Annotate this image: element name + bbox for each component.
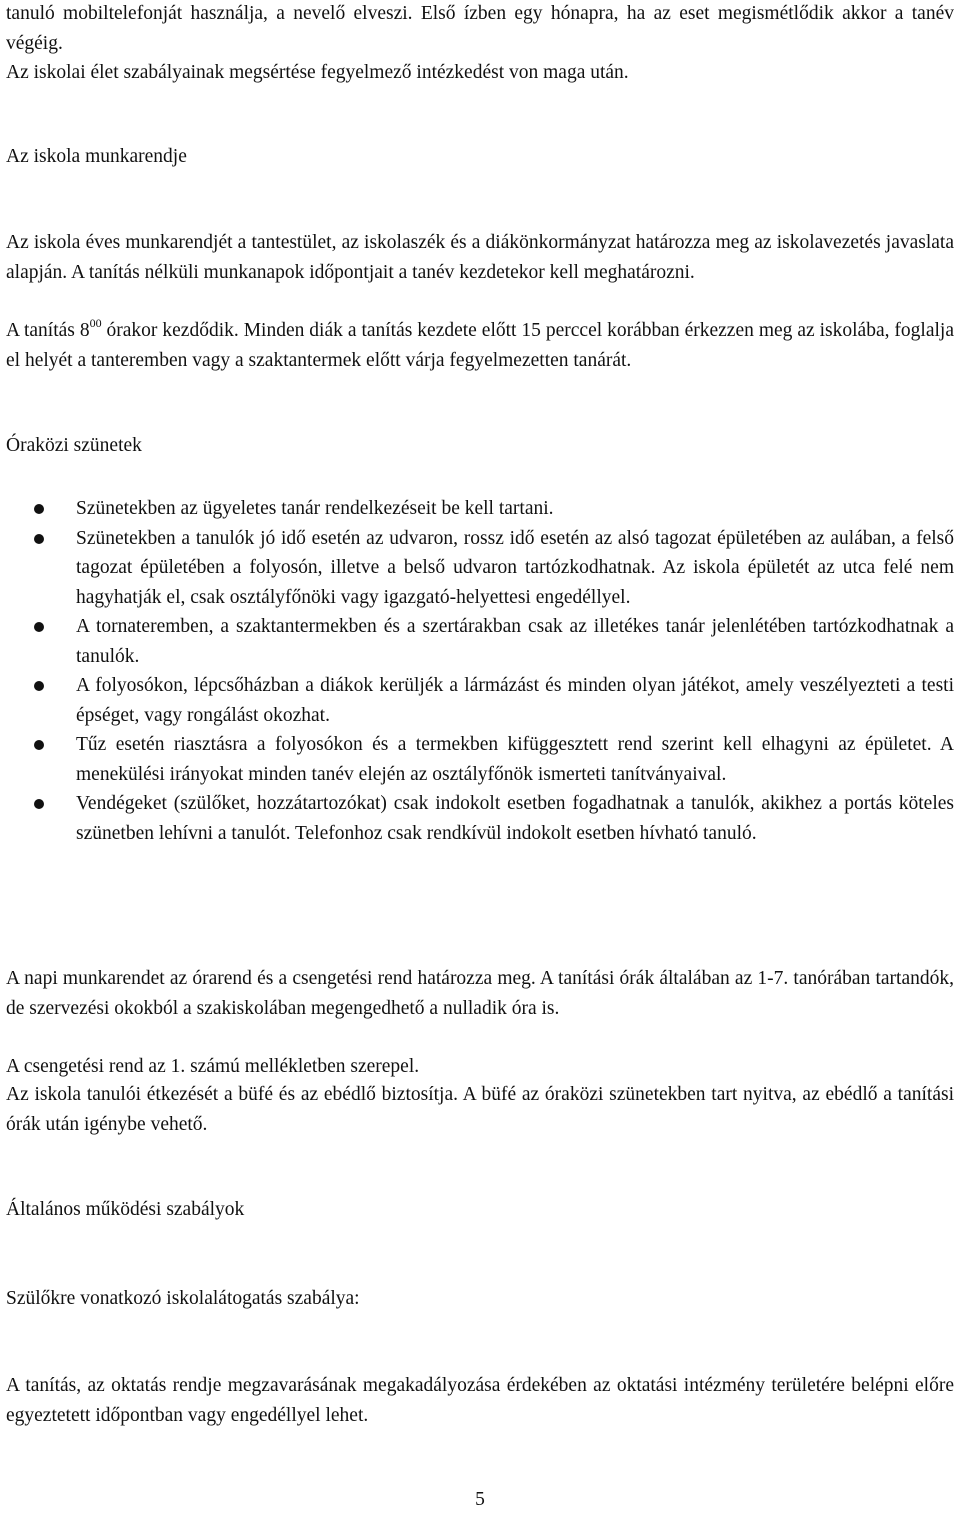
- list-item-text: Szünetekben az ügyeletes tanár rendelkezéseit be kell tartani.: [76, 498, 554, 519]
- bullet-icon: [34, 622, 44, 632]
- paragraph-munkarend: Az iskola éves munkarendjét a tantestület, az iskolaszék és a diákönkormányzat határozza meg az iskolavezetés javaslata alapján. A tanítás nélküli munkanapok időpontjait a tanév kezdetekor kell meghatározni.: [6, 232, 954, 283]
- szunetek-bullet-list: [0, 494, 954, 848]
- paragraph-csengetesi-rend: A csengetési rend az 1. számú mellékletben szerepel.: [6, 1056, 420, 1077]
- list-item: [0, 789, 954, 848]
- bullet-icon: [34, 681, 44, 691]
- list-item-text: Szünetekben a tanulók jó idő esetén az udvaron, rossz idő esetén az alsó tagozat épületében az aulában, a felső tagozat épületében a folyosón, illetve a belső udvaron tartózkodhatnak. Az iskola épületét az utca felé nem hagyhatják el, csak osztályfőnöki vagy igazgató-helyettesi engedéllyel.: [76, 527, 954, 608]
- bullet-icon: [34, 534, 44, 544]
- top-paragraph-line2: Az iskolai élet szabályainak megsértése fegyelmező intézkedést von maga után.: [6, 62, 629, 83]
- list-item: [0, 671, 954, 730]
- list-item-text: Tűz esetén riasztásra a folyosókon és a termekben kifüggesztett rend szerint kell elhagyni az épületet. A menekülési irányokat minden tanév elején az osztályfőnök ismerteti tanítványaival.: [76, 734, 954, 785]
- page-number: 5: [475, 1489, 485, 1510]
- heading-szulok: Szülőkre vonatkozó iskolalátogatás szabálya:: [6, 1288, 360, 1309]
- start-superscript: 00: [89, 316, 102, 330]
- start-prefix: A tanítás 8: [6, 320, 90, 341]
- paragraph-tanitas-kezdete: [6, 316, 954, 375]
- paragraph-szulok: A tanítás, az oktatás rendje megzavarásának megakadályozása érdekében az oktatási intézmény területére belépni előre egyeztetett időpontban vagy engedéllyel lehet.: [6, 1375, 954, 1426]
- heading-munkarend: Az iskola munkarendje: [6, 146, 187, 167]
- list-item: [0, 494, 954, 524]
- heading-szunetek: Óraközi szünetek: [6, 435, 142, 456]
- start-rest: órakor kezdődik. Minden diák a tanítás kezdete előtt 15 perccel korábban érkezzen meg az iskolába, foglalja el helyét a tanteremben vagy a szaktantermek előtt várja fegyelmezetten tanárát.: [6, 320, 954, 371]
- list-item-text: A folyosókon, lépcsőházban a diákok kerüljék a lármázást és minden olyan játékot, amely veszélyezteti a testi épséget, vagy rongálást okozhat.: [76, 675, 954, 726]
- top-paragraph: [6, 0, 954, 88]
- paragraph-napi-munkarend: A napi munkarendet az órarend és a csengetési rend határozza meg. A tanítási órák általában az 1-7. tanórában tartandók, de szervezési okokból a szakiskolában megengedhető a nulladik óra is.: [6, 968, 954, 1019]
- list-item: [0, 524, 954, 613]
- bullet-icon: [34, 740, 44, 750]
- list-item-text: A tornateremben, a szaktantermekben és a szertárakban csak az illetékes tanár jelenlétében tartózkodhatnak a tanulók.: [76, 616, 954, 667]
- bullet-icon: [34, 504, 44, 514]
- heading-altalanos: Általános működési szabályok: [6, 1199, 245, 1220]
- bullet-icon: [34, 799, 44, 809]
- list-item-text: Vendégeket (szülőket, hozzátartozókat) csak indokolt esetben fogadhatnak a tanulók, akikhez a portás köteles szünetben lehívni a tanulót. Telefonhoz csak rendkívül indokolt esetben hívható tanuló.: [76, 793, 954, 844]
- list-item: [0, 730, 954, 789]
- list-item: [0, 612, 954, 671]
- paragraph-etkezes: Az iskola tanulói étkezését a büfé és az ebédlő biztosítja. A büfé az óraközi szünetekben tart nyitva, az ebédlő a tanítási órák után igénybe vehető.: [6, 1084, 954, 1135]
- top-paragraph-text: tanuló mobiltelefonját használja, a nevelő elveszi. Első ízben egy hónapra, ha az eset megismétlődik akkor a tanév végéig.: [6, 3, 954, 54]
